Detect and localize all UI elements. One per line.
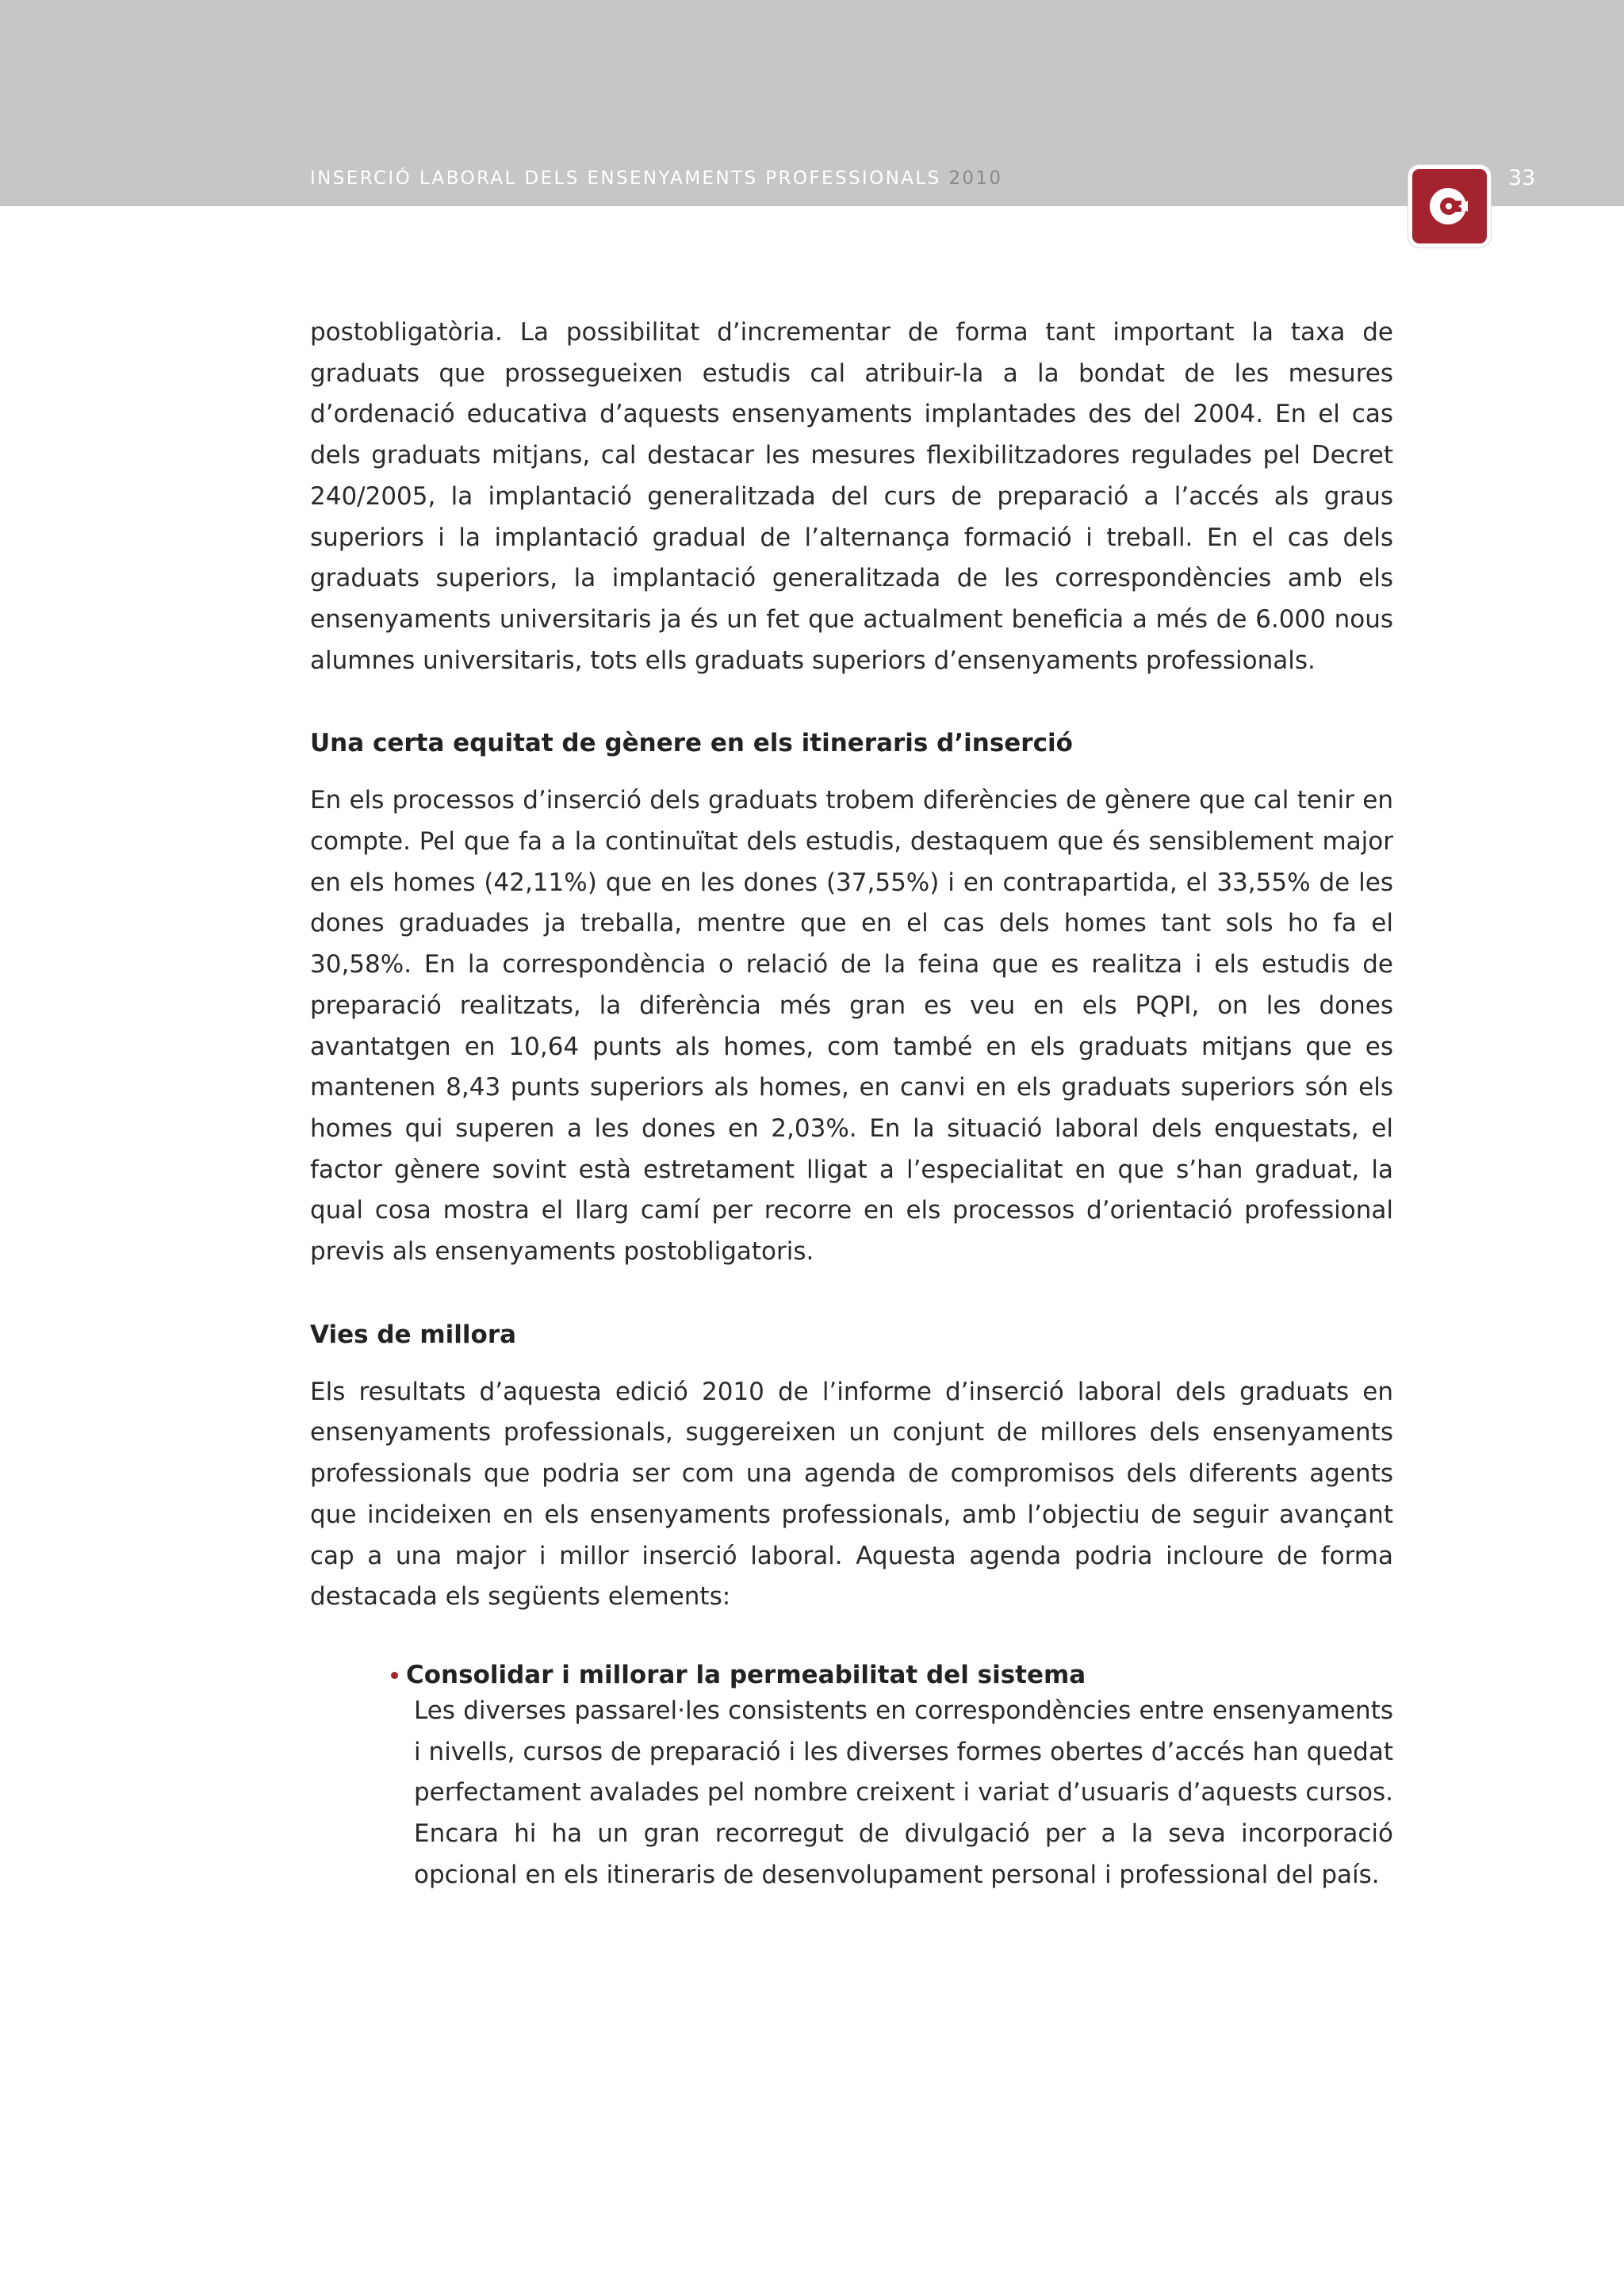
running-title: [310, 168, 1002, 189]
running-title-text: INSERCIÓ LABORAL DELS ENSENYAMENTS PROFESSIONALS: [310, 168, 941, 189]
bullet-text: Les diverses passarel·les consistents en correspondències entre ensenyaments i nivells, cursos de preparació i les diverses formes obertes d’accés han quedat perfectament avalades pel nombre creixent i variat d’usuaris d’aquests cursos. Encara hi ha un gran recorregut de divulgació per a la seva incorporació opcional en els itineraris de desenvolupament personal i professional del país.: [414, 1696, 1393, 1889]
body-paragraph: postobligatòria. La possibilitat d’incrementar de forma tant important la taxa de graduats que prossegueixen estudis cal atribuir-la a la bondat de les mesures d’ordenació educativa d’aquests ensenyaments implantades des del 2004. En el cas dels graduats mitjans, cal destacar les mesures flexibilitzadores regulades pel Decret 240/2005, la implantació generalitzada del curs de preparació a l’accés als graus superiors i la implantació gradual de l’alternança formació i treball. En el cas dels graduats superiors, la implantació generalitzada de les correspondències amb els ensenyaments universitaris ja és un fet que actualment beneficia a més de 6.000 nous alumnes universitaris, tots ells graduats superiors d’ensenyaments professionals.: [310, 318, 1393, 675]
main-content: [310, 312, 1393, 1896]
bullet-title: Consolidar i millorar la permeabilitat del sistema: [406, 1660, 1086, 1689]
section-heading: Vies de millora: [310, 1320, 517, 1349]
running-title-year: 2010: [948, 168, 1003, 189]
page-number: 33: [1508, 166, 1536, 190]
bullet-list-item: [310, 1659, 1393, 1896]
c-arrow-logo-icon: [1408, 165, 1491, 247]
logo-graphic: [1412, 169, 1487, 243]
body-paragraph: En els processos d’inserció dels graduats trobem diferències de gènere que cal tenir en compte. Pel que fa a la continuïtat dels estudis, destaquem que és sensiblement major en els homes (42,11%) que en les dones (37,55%) i en contrapartida, el 33,55% de les dones graduades ja treballa, mentre que en el cas dels homes tant sols ho fa el 30,58%. En la correspondència o relació de la feina que es realitza i els estudis de preparació realitzats, la diferència més gran es veu en els PQPI, on les dones avantatgen en 10,64 punts als homes, com també en els graduats mitjans que es mantenen 8,43 punts superiors als homes, en canvi en els graduats superiors són els homes qui superen a les dones en 2,03%. En la situació laboral dels enquestats, el factor gènere sovint està estretament lligat a l’especialitat en que s’han graduat, la qual cosa mostra el llarg camí per recorre en els processos d’orientació professional previs als ensenyaments postobligatoris.: [310, 786, 1393, 1267]
section-heading: Una certa equitat de gènere en els itineraris d’inserció: [310, 729, 1073, 758]
bullet-dot-icon: [391, 1672, 398, 1679]
body-paragraph: Els resultats d’aquesta edició 2010 de l’informe d’inserció laboral dels graduats en ensenyaments professionals, suggereixen un conjunt de millores dels ensenyaments professionals que podria ser com una agenda de compromisos dels diferents agents que incideixen en els ensenyaments professionals, amb l’objectiu de seguir avançant cap a una major i millor inserció laboral. Aquesta agenda podria incloure de forma destacada els següents elements:: [310, 1377, 1393, 1612]
